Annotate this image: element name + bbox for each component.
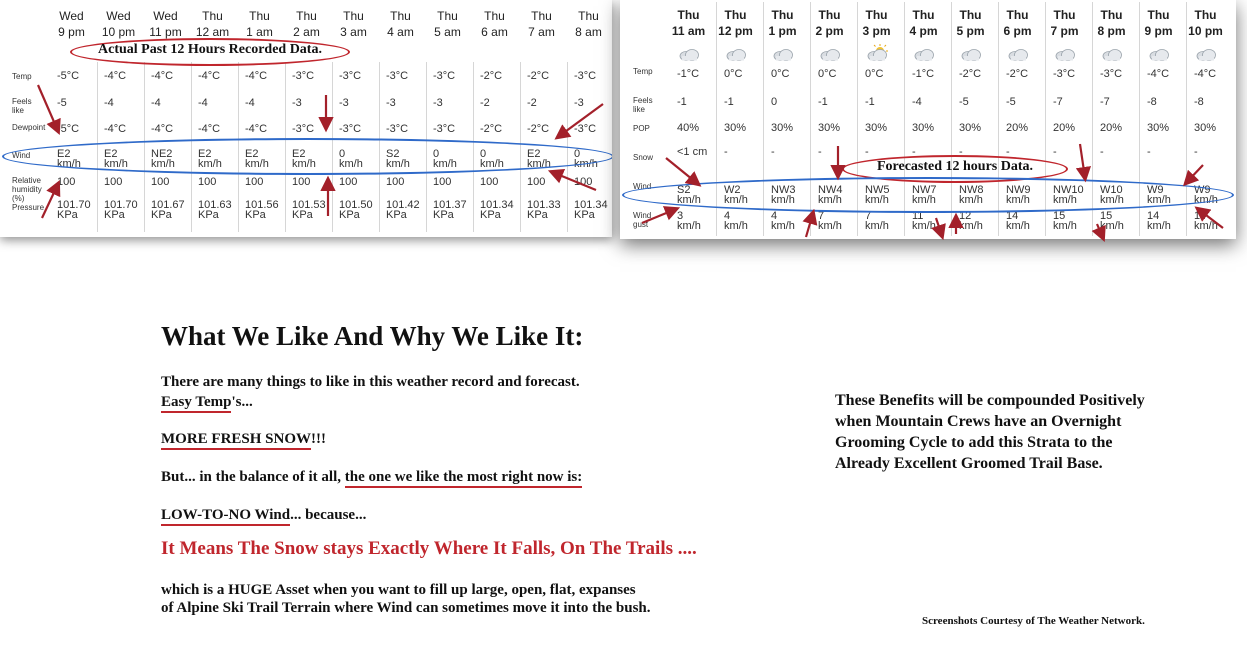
fc-col-day: Thu: [1194, 8, 1217, 22]
fc-pop: 30%: [771, 122, 794, 134]
cloud-icon: [959, 44, 983, 62]
fc-wind-unit: km/h: [1194, 194, 1218, 206]
past-pressure: 101.70: [104, 199, 138, 211]
fc-snow: <1 cm: [677, 146, 708, 158]
past-pressure: 101.50: [339, 199, 373, 211]
fc-feels: -1: [818, 96, 828, 108]
past-wind-unit: km/h: [339, 158, 363, 170]
past-humidity: 100: [104, 176, 123, 188]
past-weather-panel: [0, 0, 612, 237]
past-temp: -5°C: [57, 70, 80, 82]
fc-pop: 30%: [912, 122, 935, 134]
past-col-day: Wed: [153, 9, 178, 23]
row-label-rh: Relative: [12, 176, 41, 185]
fc-gust: 15: [1100, 210, 1113, 222]
fc-feels: -1: [724, 96, 734, 108]
past-wind: 0: [480, 148, 487, 160]
past-col-time: 9 pm: [58, 25, 85, 39]
fc-snow: -: [1006, 146, 1010, 158]
fc-col-time: 7 pm: [1050, 24, 1079, 38]
more-snow-rest: !!!: [311, 431, 327, 447]
cloud-icon: [1006, 44, 1030, 62]
past-dewpoint: -3°C: [386, 123, 409, 135]
past-wind: 0: [339, 148, 346, 160]
past-col-day: Thu: [390, 9, 411, 23]
past-temp: -4°C: [245, 70, 268, 82]
past-dewpoint: -3°C: [339, 123, 362, 135]
past-wind-unit: km/h: [433, 158, 457, 170]
fc-feels: -5: [1006, 96, 1016, 108]
fc-gust: 11: [912, 210, 924, 222]
fc-col-day: Thu: [724, 8, 747, 22]
fc-wind: W10: [1100, 184, 1123, 196]
fc-wind: W2: [724, 184, 741, 196]
past-humidity: 100: [433, 176, 452, 188]
forecast-wind-oval: [622, 177, 1234, 213]
past-col-time: 8 am: [575, 25, 602, 39]
past-wind: E2: [292, 148, 306, 160]
past-dewpoint: -3°C: [574, 123, 597, 135]
benefits-line-1: These Benefits will be compounded Positively: [835, 392, 1145, 409]
fc-col-day: Thu: [771, 8, 794, 22]
past-temp: -3°C: [574, 70, 597, 82]
fc-wind-unit: km/h: [677, 194, 701, 206]
past-wind: E2: [245, 148, 259, 160]
past-pressure: 101.70: [57, 199, 91, 211]
forecast-weather-panel: [620, 0, 1236, 239]
past-wind-unit: km/h: [480, 158, 504, 170]
fc-gust: 14: [1194, 210, 1207, 222]
fc-row-label-gust-2: gust: [633, 220, 649, 229]
past-wind: S2: [386, 148, 400, 160]
past-col-day: Thu: [437, 9, 458, 23]
past-col-time: 4 am: [387, 25, 414, 39]
low-wind-rest: ... because...: [290, 507, 367, 523]
row-label-feels-like: like: [12, 106, 25, 115]
past-feels: -3: [433, 97, 443, 109]
past-feels: -2: [480, 97, 490, 109]
fc-wind-unit: km/h: [1100, 194, 1124, 206]
fc-wind: NW10: [1053, 184, 1084, 196]
balance-underlined: the one we like the most right now is:: [345, 469, 582, 488]
fc-gust: 12: [959, 210, 972, 222]
fc-wind-unit: km/h: [959, 194, 983, 206]
fc-row-label-feels: Feels: [633, 96, 653, 105]
past-pressure-unit: KPa: [292, 209, 313, 221]
past-dewpoint: -3°C: [292, 123, 315, 135]
past-pressure: 101.37: [433, 199, 467, 211]
fc-pop: 20%: [1100, 122, 1123, 134]
past-col-day: Wed: [106, 9, 131, 23]
fc-wind-unit: km/h: [1053, 194, 1077, 206]
past-col-day: Thu: [578, 9, 599, 23]
fc-col-time: 5 pm: [956, 24, 985, 38]
past-pressure-unit: KPa: [57, 209, 78, 221]
past-wind: E2: [527, 148, 541, 160]
past-temp: -4°C: [104, 70, 127, 82]
past-feels: -3: [574, 97, 584, 109]
fc-gust: 4: [724, 210, 731, 222]
fc-wind-unit: km/h: [865, 194, 889, 206]
past-temp: -2°C: [480, 70, 503, 82]
fc-wind: NW3: [771, 184, 796, 196]
past-wind-unit: km/h: [198, 158, 222, 170]
fc-wind-unit: km/h: [1147, 194, 1171, 206]
past-col-day: Thu: [531, 9, 552, 23]
fc-pop: 30%: [724, 122, 747, 134]
past-dewpoint: -2°C: [527, 123, 550, 135]
row-label-rh-2: humidity: [12, 185, 42, 194]
past-pressure-unit: KPa: [245, 209, 266, 221]
balance-line: [161, 469, 582, 486]
past-dewpoint: -5°C: [57, 123, 80, 135]
fc-feels: -8: [1147, 96, 1157, 108]
past-pressure: 101.67: [151, 199, 185, 211]
fc-gust: 7: [818, 210, 825, 222]
fc-gust: 15: [1053, 210, 1066, 222]
past-pressure: 101.42: [386, 199, 420, 211]
past-wind: NE2: [151, 148, 173, 160]
past-wind-unit: km/h: [527, 158, 551, 170]
low-wind-line: [161, 507, 366, 524]
cloud-icon: [1100, 44, 1124, 62]
fc-feels: 0: [771, 96, 778, 108]
row-label-wind: Wind: [12, 151, 31, 160]
past-temp: -3°C: [292, 70, 315, 82]
past-dewpoint: -4°C: [151, 123, 174, 135]
past-col-day: Thu: [202, 9, 223, 23]
past-humidity: 100: [151, 176, 170, 188]
fc-wind: NW5: [865, 184, 890, 196]
cloud-icon: [1147, 44, 1171, 62]
fc-col-time: 2 pm: [815, 24, 844, 38]
past-dewpoint: -3°C: [433, 123, 456, 135]
fc-temp: -1°C: [912, 68, 935, 80]
article-intro: There are many things to like in this weather record and forecast.: [161, 374, 580, 390]
past-wind: 0: [574, 148, 581, 160]
fc-pop: 20%: [1053, 122, 1076, 134]
fc-pop: 30%: [818, 122, 841, 134]
past-dewpoint: -4°C: [104, 123, 127, 135]
cloud-icon: [771, 44, 795, 62]
benefits-line-3: Grooming Cycle to add this Strata to the: [835, 434, 1113, 451]
past-pressure-unit: KPa: [527, 209, 548, 221]
past-wind-unit: km/h: [386, 158, 410, 170]
fc-snow: -: [818, 146, 822, 158]
fc-col-day: Thu: [1147, 8, 1170, 22]
fc-row-label-snow: Snow: [633, 153, 654, 162]
fc-feels: -7: [1053, 96, 1063, 108]
fc-col-day: Thu: [912, 8, 935, 22]
fc-col-day: Thu: [1006, 8, 1029, 22]
past-pressure: 101.34: [574, 199, 608, 211]
past-wind-unit: km/h: [292, 158, 316, 170]
balance-text: But... in the balance of it all,: [161, 469, 345, 485]
fc-wind-unit: km/h: [724, 194, 748, 206]
past-humidity: 100: [198, 176, 217, 188]
row-label-rh-3: (%): [12, 194, 25, 203]
past-feels: -3: [339, 97, 349, 109]
past-wind-unit: km/h: [151, 158, 175, 170]
fc-gust-unit: km/h: [1194, 220, 1218, 232]
fc-wind-unit: km/h: [912, 194, 936, 206]
fc-snow: -: [959, 146, 963, 158]
past-wind-unit: km/h: [574, 158, 598, 170]
past-temp: -2°C: [527, 70, 550, 82]
past-temp: -4°C: [198, 70, 221, 82]
past-col-time: 6 am: [481, 25, 508, 39]
past-col-day: Thu: [484, 9, 505, 23]
asset-line-2: of Alpine Ski Trail Terrain where Wind can sometimes move it into the bush.: [161, 600, 651, 616]
fc-wind-unit: km/h: [771, 194, 795, 206]
fc-wind: W9: [1147, 184, 1164, 196]
easy-temp-line: [161, 394, 253, 411]
fc-col-time: 9 pm: [1144, 24, 1173, 38]
fc-snow: -: [865, 146, 869, 158]
past-col-day: Wed: [59, 9, 84, 23]
past-col-time: 2 am: [293, 25, 320, 39]
past-pressure: 101.56: [245, 199, 279, 211]
forecast-annotation: Forecasted 12 hours Data.: [876, 159, 1034, 174]
row-label-pressure: Pressure: [12, 203, 45, 212]
fc-wind: S2: [677, 184, 691, 196]
fc-row-label-feels-like: like: [633, 105, 646, 114]
past-dewpoint: -4°C: [198, 123, 221, 135]
fc-feels: -7: [1100, 96, 1110, 108]
past-col-day: Thu: [249, 9, 270, 23]
past-col-day: Thu: [343, 9, 364, 23]
past-wind: E2: [198, 148, 212, 160]
fc-col-day: Thu: [677, 8, 700, 22]
fc-gust-unit: km/h: [1006, 220, 1030, 232]
fc-col-time: 11 am: [671, 24, 706, 38]
benefits-line-2: when Mountain Crews have an Overnight: [835, 413, 1122, 430]
cloud-icon: [1053, 44, 1077, 62]
cloud-icon: [912, 44, 936, 62]
fc-pop: 30%: [1194, 122, 1217, 134]
past-col-day: Thu: [296, 9, 317, 23]
past-feels: -4: [245, 97, 255, 109]
past-pressure-unit: KPa: [339, 209, 360, 221]
past-col-time: 1 am: [246, 25, 273, 39]
benefits-paragraph: [835, 390, 1145, 474]
fc-gust: 4: [771, 210, 778, 222]
fc-snow: -: [1194, 146, 1198, 158]
past-annotation: Actual Past 12 Hours Recorded Data.: [98, 42, 322, 57]
easy-temp-underlined: Easy Temp: [161, 394, 231, 413]
row-label-temp: Temp: [12, 72, 32, 81]
fc-temp: -4°C: [1194, 68, 1217, 80]
fc-row-label-gust: Wind: [633, 211, 652, 220]
fc-feels: -1: [865, 96, 875, 108]
snow-stays-statement: It Means The Snow stays Exactly Where It Falls, On The Trails ....: [161, 538, 697, 559]
fc-pop: 40%: [677, 122, 700, 134]
fc-wind: NW8: [959, 184, 984, 196]
sun-cloud-icon: [865, 44, 889, 62]
fc-temp: 0°C: [771, 68, 790, 80]
fc-snow: -: [771, 146, 775, 158]
fc-temp: -2°C: [959, 68, 982, 80]
row-label-feels: Feels: [12, 97, 32, 106]
past-col-time: 5 am: [434, 25, 461, 39]
past-humidity: 100: [292, 176, 311, 188]
fc-wind: W9: [1194, 184, 1211, 196]
fc-col-time: 12 pm: [718, 24, 753, 38]
cloud-icon: [677, 44, 701, 62]
past-temp: -3°C: [339, 70, 362, 82]
past-pressure-unit: KPa: [480, 209, 501, 221]
fc-temp: 0°C: [818, 68, 837, 80]
fc-snow: -: [1147, 146, 1151, 158]
fc-wind-unit: km/h: [818, 194, 842, 206]
cloud-icon: [724, 44, 748, 62]
past-temp: -3°C: [433, 70, 456, 82]
fc-wind: NW9: [1006, 184, 1031, 196]
past-wind-oval: [2, 138, 612, 175]
fc-snow: -: [1100, 146, 1104, 158]
past-pressure-unit: KPa: [386, 209, 407, 221]
past-wind: E2: [104, 148, 118, 160]
fc-snow: -: [724, 146, 728, 158]
fc-feels: -8: [1194, 96, 1204, 108]
fc-pop: 30%: [865, 122, 888, 134]
fc-gust-unit: km/h: [959, 220, 983, 232]
past-humidity: 100: [574, 176, 593, 188]
more-snow-underlined: MORE FRESH SNOW: [161, 431, 311, 450]
fc-wind: NW7: [912, 184, 937, 196]
past-pressure: 101.53: [292, 199, 326, 211]
more-snow-line: [161, 431, 326, 448]
past-col-time: 7 am: [528, 25, 555, 39]
low-wind-underlined: LOW-TO-NO Wind: [161, 507, 290, 526]
past-feels: -5: [57, 97, 67, 109]
article-heading: What We Like And Why We Like It:: [161, 321, 584, 351]
fc-pop: 30%: [959, 122, 982, 134]
past-humidity: 100: [57, 176, 76, 188]
past-pressure-unit: KPa: [574, 209, 595, 221]
row-label-dewpoint: Dewpoint: [12, 123, 46, 132]
fc-row-label-pop: POP: [633, 124, 650, 133]
past-temp: -4°C: [151, 70, 174, 82]
fc-gust-unit: km/h: [1147, 220, 1171, 232]
fc-gust: 14: [1147, 210, 1160, 222]
fc-gust-unit: km/h: [1053, 220, 1077, 232]
fc-pop: 20%: [1006, 122, 1029, 134]
fc-temp: -1°C: [677, 68, 700, 80]
fc-temp: -2°C: [1006, 68, 1029, 80]
past-pressure-unit: KPa: [198, 209, 219, 221]
past-humidity: 100: [339, 176, 358, 188]
asset-line-1: which is a HUGE Asset when you want to fill up large, open, flat, expanses: [161, 582, 636, 598]
past-humidity: 100: [480, 176, 499, 188]
fc-gust-unit: km/h: [865, 220, 889, 232]
fc-pop: 30%: [1147, 122, 1170, 134]
fc-col-day: Thu: [818, 8, 841, 22]
past-humidity: 100: [527, 176, 546, 188]
fc-gust-unit: km/h: [677, 220, 701, 232]
past-col-time: 10 pm: [101, 25, 136, 39]
past-humidity: 100: [386, 176, 405, 188]
past-wind: E2: [57, 148, 71, 160]
past-wind-unit: km/h: [245, 158, 269, 170]
past-feels: -4: [198, 97, 208, 109]
past-pressure-unit: KPa: [433, 209, 454, 221]
benefits-line-4: Already Excellent Groomed Trail Base.: [835, 455, 1103, 472]
fc-gust: 7: [865, 210, 872, 222]
fc-temp: -3°C: [1100, 68, 1123, 80]
past-pressure: 101.34: [480, 199, 514, 211]
past-col-time: 12 am: [195, 25, 230, 39]
fc-temp: -3°C: [1053, 68, 1076, 80]
fc-gust-unit: km/h: [912, 220, 936, 232]
fc-wind: NW4: [818, 184, 843, 196]
fc-feels: -1: [677, 96, 687, 108]
fc-row-label-wind: Wind: [633, 182, 652, 191]
past-dewpoint: -2°C: [480, 123, 503, 135]
fc-temp: 0°C: [724, 68, 743, 80]
fc-col-time: 1 pm: [768, 24, 797, 38]
past-pressure: 101.33: [527, 199, 561, 211]
fc-col-day: Thu: [1053, 8, 1076, 22]
fc-gust: 14: [1006, 210, 1019, 222]
past-dewpoint: -4°C: [245, 123, 268, 135]
past-col-time: 3 am: [340, 25, 367, 39]
past-wind-unit: km/h: [57, 158, 81, 170]
past-feels: -4: [151, 97, 161, 109]
fc-temp: -4°C: [1147, 68, 1170, 80]
past-pressure-unit: KPa: [104, 209, 125, 221]
fc-row-label-temp: Temp: [633, 67, 653, 76]
fc-snow: -: [1053, 146, 1057, 158]
past-col-time: 11 pm: [149, 25, 182, 39]
fc-gust-unit: km/h: [724, 220, 748, 232]
fc-col-day: Thu: [865, 8, 888, 22]
fc-col-day: Thu: [1100, 8, 1123, 22]
fc-temp: 0°C: [865, 68, 884, 80]
past-feels: -3: [386, 97, 396, 109]
fc-feels: -5: [959, 96, 969, 108]
past-wind: 0: [433, 148, 440, 160]
fc-col-time: 6 pm: [1003, 24, 1032, 38]
fc-wind-unit: km/h: [1006, 194, 1030, 206]
past-humidity: 100: [245, 176, 264, 188]
fc-feels: -4: [912, 96, 922, 108]
past-temp: -3°C: [386, 70, 409, 82]
past-feels: -3: [292, 97, 302, 109]
fc-gust-unit: km/h: [771, 220, 795, 232]
past-pressure: 101.63: [198, 199, 232, 211]
fc-snow: -: [912, 146, 916, 158]
past-wind-unit: km/h: [104, 158, 128, 170]
screenshot-credit: Screenshots Courtesy of The Weather Network.: [922, 615, 1145, 627]
fc-col-time: 10 pm: [1188, 24, 1223, 38]
fc-col-day: Thu: [959, 8, 982, 22]
past-feels: -4: [104, 97, 114, 109]
fc-gust: 3: [677, 210, 684, 222]
fc-gust-unit: km/h: [818, 220, 842, 232]
past-pressure-unit: KPa: [151, 209, 172, 221]
cloud-icon: [818, 44, 842, 62]
fc-gust-unit: km/h: [1100, 220, 1124, 232]
fc-col-time: 8 pm: [1097, 24, 1126, 38]
easy-temp-rest: 's...: [231, 394, 253, 410]
fc-col-time: 3 pm: [862, 24, 891, 38]
past-feels: -2: [527, 97, 537, 109]
cloud-icon: [1194, 44, 1218, 62]
fc-col-time: 4 pm: [909, 24, 938, 38]
